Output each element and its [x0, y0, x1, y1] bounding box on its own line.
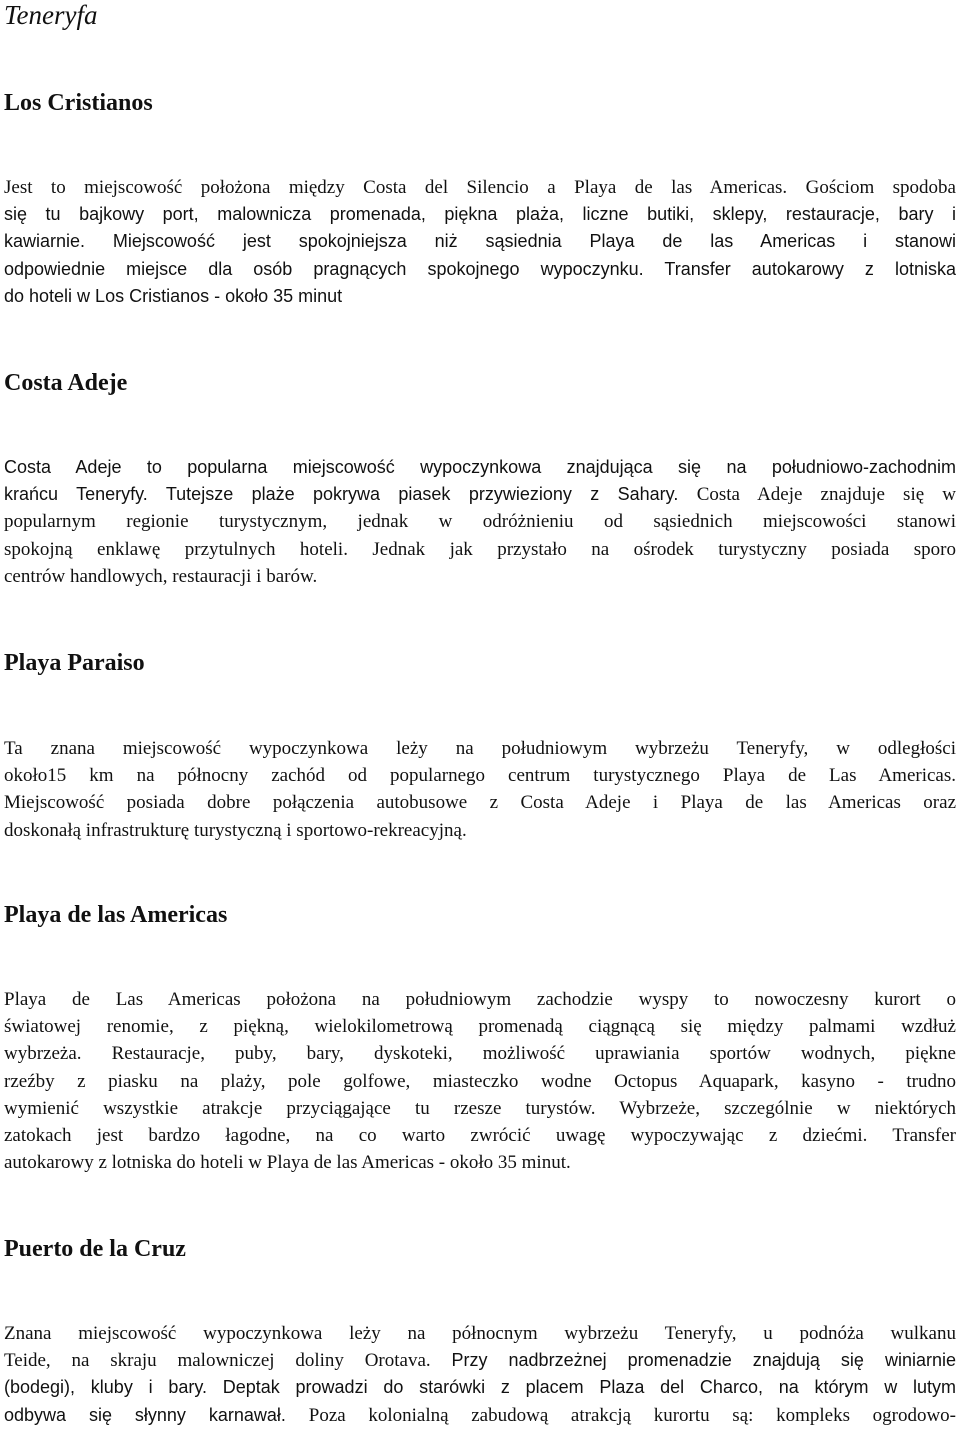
paragraph-line — [4, 1068, 956, 1095]
paragraph-line — [4, 481, 956, 508]
text-run: wybrzeża. — [4, 1043, 112, 1065]
paragraph-line — [4, 1149, 956, 1176]
paragraph-line — [4, 536, 956, 563]
text-run: Playa de Las Americas położona na południowym zachodzie wyspy to nowoczesny kurort o — [4, 989, 956, 1010]
text-run: Miejscowość jest spokojniejsza niż sąsiednia Playa de las Americas i stanowi — [112, 231, 956, 252]
paragraph-line — [4, 1347, 956, 1374]
text-run: Transfer autokarowy z lotniska — [664, 258, 956, 279]
text-run: Deptak prowadzi do starówki z placem Plaza del Charco, na którym w lutym — [222, 1377, 956, 1398]
text-run: Transfer — [892, 1124, 956, 1146]
paragraph-line — [4, 283, 956, 310]
text-run: rzeźby z piasku na plaży, pole golfowe, miasteczko wodne Octopus Aquapark, kasyno - trudno — [4, 1070, 956, 1092]
text-run: Przy nadbrzeżnej promenadzie znajdują się winiarnie — [451, 1350, 956, 1371]
paragraph-line — [4, 256, 956, 283]
paragraph-line — [4, 1402, 956, 1429]
text-run: Miejscowość posiada dobre połączenia autobusowe z Costa Adeje i Playa de las Americas oraz — [4, 792, 956, 814]
section-heading-playa-paraiso: Playa Paraiso — [4, 650, 145, 676]
paragraph-line — [4, 817, 956, 844]
text-run: autokarowy z lotniska do hoteli w Playa de las Americas - około 35 minut. — [4, 1152, 571, 1174]
paragraph-line — [4, 1013, 956, 1040]
text-run: zatokach jest bardzo łagodne, na co warto zwrócić uwagę wypoczywając z dziećmi. — [4, 1124, 893, 1146]
text-run: popularnym regionie turystycznym, jednak w odróżnieniu od sąsiednich miejscowości stanowi — [4, 511, 956, 533]
text-run: światowej renomie, z piękną, wielokilometrową promenadą ciągnącą się między palmami wzdłuż — [4, 1016, 956, 1038]
text-run: centrów handlowych, restauracji i barów. — [4, 565, 318, 587]
paragraph-line — [4, 762, 956, 789]
text-run: Teide, na skraju malowniczej doliny Orotava. — [4, 1350, 452, 1372]
paragraph-line — [4, 735, 956, 762]
text-run: Tutejsze plaże pokrywa piasek przywieziony z Sahary. — [165, 484, 697, 505]
section-paragraph-los-cristianos — [4, 174, 956, 310]
text-run: się tu bajkowy port, malownicza promenada, piękna plaża, liczne butiki, sklepy, restauracje, bary i — [4, 204, 956, 225]
section-heading-playa-de-las-americas: Playa de las Americas — [4, 902, 228, 928]
paragraph-line — [4, 789, 956, 816]
paragraph-line — [4, 1374, 956, 1401]
text-run: około15 km na północny zachód od popularnego centrum turystycznego Playa de Las Americas. — [4, 765, 956, 787]
text-run: Wybrzeże, szczególnie w niektórych — [619, 1097, 957, 1119]
section-paragraph-costa-adeje — [4, 454, 956, 590]
paragraph-line — [4, 508, 956, 535]
text-run: spokojną enklawę przytulnych hoteli. — [4, 538, 373, 560]
paragraph-line — [4, 174, 956, 201]
paragraph-line — [4, 228, 956, 255]
text-run: Costa Adeje to popularna miejscowość wypoczynkowa znajdująca się na południowo-zachodnim — [4, 457, 956, 477]
text-run: Jest to miejscowość położona między Costa del Silencio a Playa de las Americas. — [4, 177, 806, 198]
text-run: krańcu Teneryfy. — [4, 484, 166, 505]
text-run: Poza kolonialną zabudową atrakcją kurortu są: kompleks ogrodowo- — [308, 1404, 956, 1426]
text-run: wymienić wszystkie atrakcje przyciągające tu rzesze turystów. — [4, 1097, 620, 1119]
section-heading-puerto-de-la-cruz: Puerto de la Cruz — [4, 1236, 186, 1262]
section-paragraph-puerto-de-la-cruz — [4, 1320, 956, 1429]
text-run: Jednak jak przystało na ośrodek turystyczny posiada sporo — [372, 538, 956, 560]
paragraph-line — [4, 986, 956, 1013]
text-run: odpowiednie miejsce dla osób pragnących spokojnego wypoczynku. — [4, 258, 665, 279]
text-run: Ta znana miejscowość wypoczynkowa leży na południowym wybrzeżu Teneryfy, w odległości — [4, 738, 956, 759]
paragraph-line — [4, 1095, 956, 1122]
section-paragraph-playa-paraiso — [4, 735, 956, 844]
section-heading-los-cristianos: Los Cristianos — [4, 90, 153, 116]
text-run: kawiarnie. — [4, 231, 113, 252]
text-run: Costa Adeje znajduje się w — [696, 484, 957, 506]
section-paragraph-playa-de-las-americas — [4, 986, 956, 1176]
text-run: Znana miejscowość wypoczynkowa leży na północnym wybrzeżu Teneryfy, u podnóża wulkanu — [4, 1323, 956, 1344]
paragraph-line — [4, 563, 956, 590]
paragraph-line — [4, 1320, 956, 1347]
document-title: Teneryfa — [4, 0, 98, 30]
paragraph-line — [4, 1040, 956, 1067]
paragraph-line — [4, 1122, 956, 1149]
paragraph-line — [4, 454, 956, 481]
text-run: odbywa się słynny karnawał. — [4, 1404, 309, 1425]
text-run: Restauracje, puby, bary, dyskoteki, możliwość uprawiania sportów wodnych, piękne — [111, 1043, 956, 1065]
text-run: doskonałą infrastrukturę turystyczną i sportowo-rekreacyjną. — [4, 819, 467, 841]
text-run: (bodegi), kluby i bary. — [4, 1377, 223, 1398]
text-run: Gościom spodoba — [805, 177, 956, 198]
section-heading-costa-adeje: Costa Adeje — [4, 370, 128, 396]
text-run: do hoteli w Los Cristianos - około 35 minut — [4, 285, 343, 306]
paragraph-line — [4, 201, 956, 228]
